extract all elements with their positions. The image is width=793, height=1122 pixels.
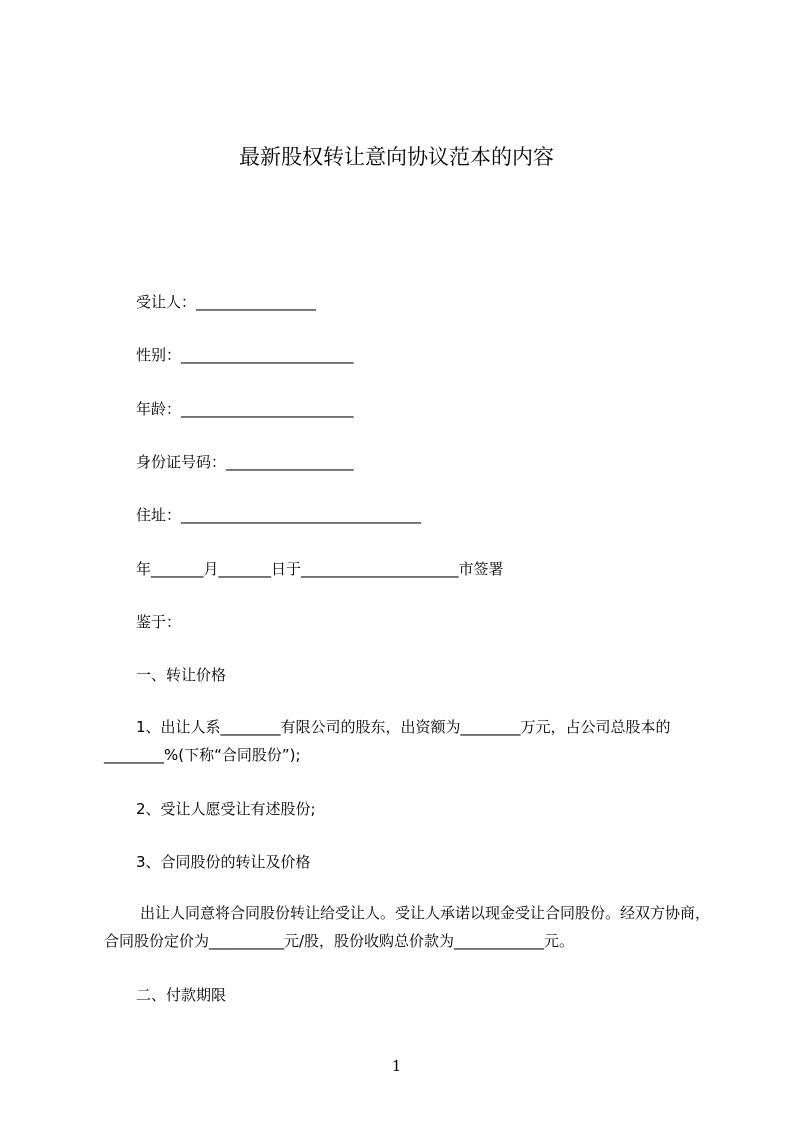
id-number-field: 身份证号码：_________________	[136, 453, 354, 471]
page-number: 1	[391, 1057, 402, 1075]
clause-1: 1、出让人系________有限公司的股东，出资额为________万元，占公司总股本的________%(下称“合同股份”);	[104, 718, 671, 764]
clause-3-body: 出让人同意将合同股份转让给受让人。受让人承诺以现金受让合同股份。经双方协商，合同股份定价为__________元/股，股份收购总价款为____________元。	[104, 904, 711, 950]
clause-3-heading: 3、合同股份的转让及价格	[136, 853, 311, 871]
date-place-line: 年_______月_______日于_____________________市签署	[136, 560, 504, 578]
section-heading-transfer-price: 一、转让价格	[136, 666, 227, 684]
document-title: 最新股权转让意向协议范本的内容	[239, 145, 554, 169]
age-field: 年龄：_______________________	[136, 400, 354, 418]
transferee-field: 受让人：________________	[136, 293, 317, 311]
gender-field: 性别：_______________________	[136, 346, 354, 364]
whereas-line: 鉴于：	[136, 613, 182, 631]
section-heading-payment-term: 二、付款期限	[136, 986, 227, 1004]
address-field: 住址：________________________________	[136, 506, 422, 524]
clause-2: 2、受让人愿受让有述股份;	[136, 800, 316, 818]
